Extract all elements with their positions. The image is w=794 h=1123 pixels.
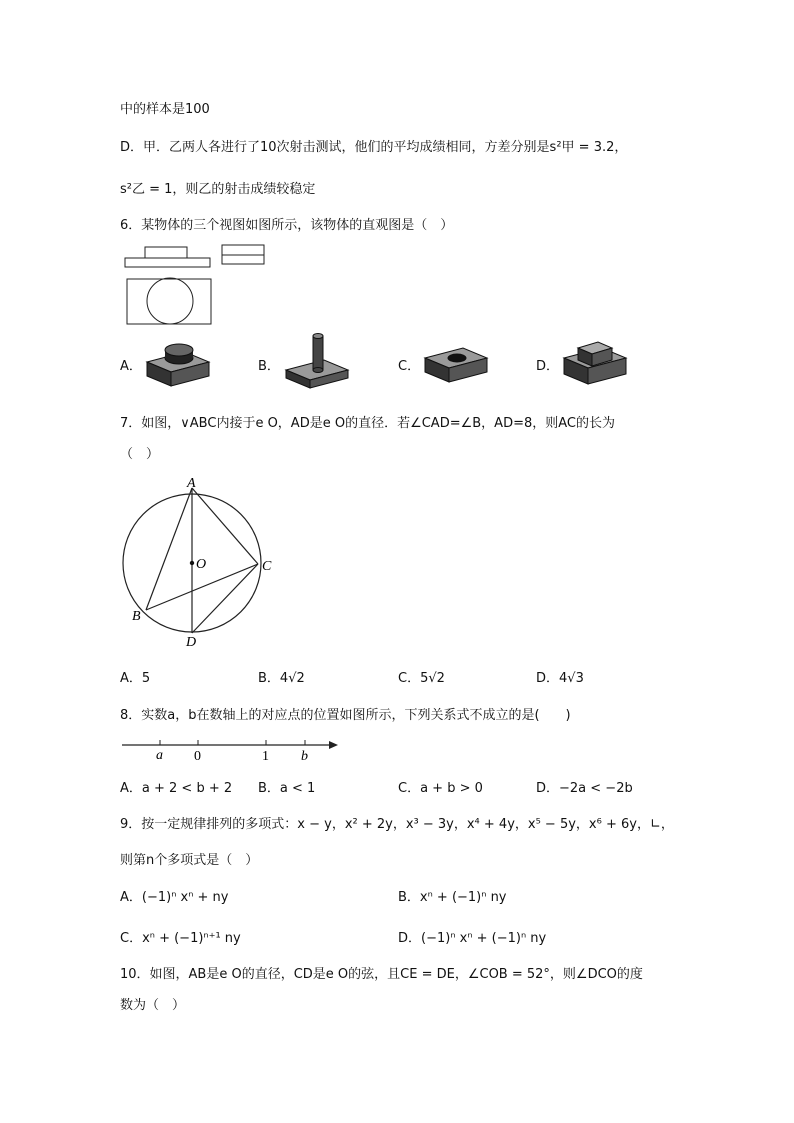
- axis-label-b: b: [301, 749, 308, 764]
- q9-option-c: C．xⁿ + (−1)ⁿ⁺¹ ny: [120, 931, 241, 946]
- q6-option-a-label: A．: [120, 359, 142, 374]
- q9-stem: 9．按一定规律排列的多项式：x − y，x² + 2y，x³ − 3y，x⁴ + 4y，x⁵ − 5y，x⁶ + 6y，∟，: [120, 817, 674, 832]
- q6-option-a-figure: [145, 338, 215, 388]
- q8-number-line: [120, 735, 345, 765]
- front-view-top: [145, 247, 187, 258]
- q7-option-b: B．4√2: [258, 671, 305, 686]
- label-a: A: [187, 476, 196, 491]
- q8-stem: 8．实数a，b在数轴上的对应点的位置如图所示，下列关系式不成立的是( ): [120, 708, 571, 723]
- q6-three-views: [120, 240, 270, 330]
- q6-option-c-figure: [423, 338, 493, 388]
- axis-label-a: a: [156, 748, 163, 763]
- q6-stem: 6．某物体的三个视图如图所示，该物体的直观图是（ ）: [120, 218, 454, 233]
- q6-option-c-label: C．: [398, 359, 421, 374]
- label-o: O: [196, 557, 207, 572]
- axis-arrow: [329, 741, 338, 749]
- q10-stem: 10．如图，AB是e O的直径，CD是e O的弦，且CE = DE，∠COB = 52°，则∠DCO的度: [120, 967, 643, 982]
- q7-circle-figure: [110, 478, 290, 648]
- q5-line3: s²乙 = 1，则乙的射击成绩较稳定: [120, 182, 316, 197]
- q8-option-a: A．a + 2 < b + 2: [120, 781, 233, 796]
- front-view-base: [125, 258, 210, 267]
- q8-option-b: B．a < 1: [258, 781, 316, 796]
- label-d: D: [186, 635, 197, 650]
- chord-ac: [192, 488, 258, 564]
- q6-option-d-label: D．: [536, 359, 560, 374]
- q7-stem-2: （ ）: [120, 447, 160, 462]
- top-view-circle: [147, 278, 193, 324]
- q7-option-a: A．5: [120, 671, 151, 686]
- axis-label-zero: 0: [194, 749, 201, 764]
- center-point: [190, 561, 194, 565]
- chord-cd: [192, 564, 258, 633]
- q9-option-a: A．(−1)ⁿ xⁿ + ny: [120, 890, 229, 905]
- q7-stem: 7．如图，∨ABC内接于e O，AD是e O的直径．若∠CAD=∠B，AD=8，则AC的长为: [120, 416, 615, 431]
- q5-line1: 中的样本是100: [120, 102, 210, 117]
- label-c: C: [262, 559, 272, 574]
- q9-option-d: D．(−1)ⁿ xⁿ + (−1)ⁿ ny: [398, 931, 547, 946]
- q7-option-c: C．5√2: [398, 671, 445, 686]
- q9-stem-2: 则第n个多项式是（ ）: [120, 853, 259, 868]
- label-b: B: [132, 609, 141, 624]
- q5-line2: D．甲．乙两人各进行了10次射击测试，他们的平均成绩相同，方差分别是s²甲 = 3.2，: [120, 140, 628, 155]
- q7-option-d: D．4√3: [536, 671, 584, 686]
- top-view-rect: [127, 279, 211, 324]
- q9-option-b: B．xⁿ + (−1)ⁿ ny: [398, 890, 507, 905]
- side-view-base: [222, 255, 264, 264]
- side-view-top: [222, 245, 264, 255]
- axis-label-one: 1: [262, 749, 269, 764]
- q6-option-b-figure: [284, 330, 354, 390]
- q8-option-d: D．−2a < −2b: [536, 781, 633, 796]
- q6-option-b-label: B．: [258, 359, 280, 374]
- q8-option-c: C．a + b > 0: [398, 781, 483, 796]
- q10-stem-2: 数为（ ）: [120, 998, 186, 1013]
- q6-option-d-figure: [560, 336, 635, 390]
